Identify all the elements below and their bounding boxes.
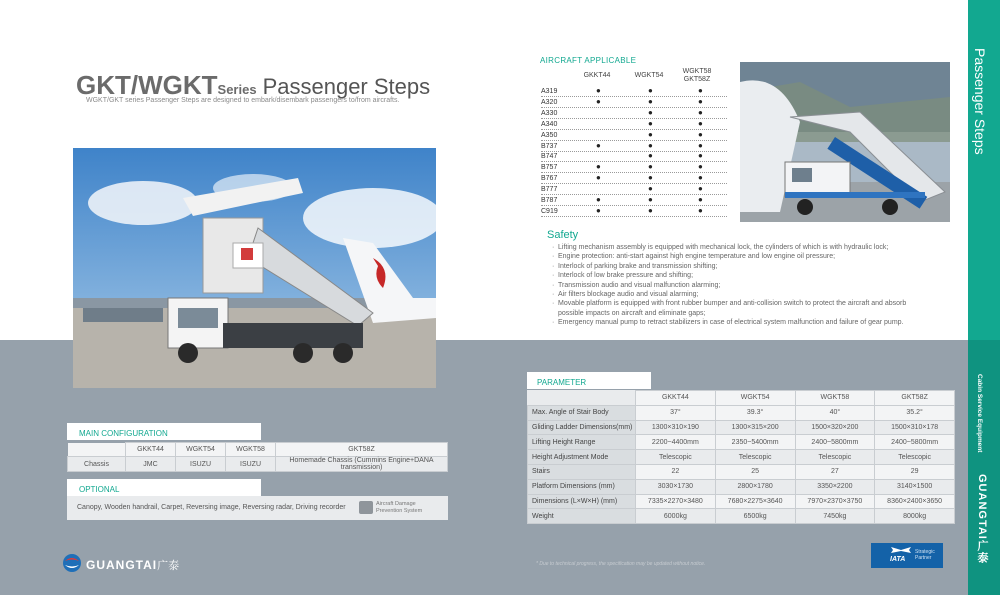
aircraft-name: B737 [541, 142, 558, 150]
aircraft-row [541, 206, 727, 217]
row-label: Dimensions (L×W×H) (mm) [528, 494, 636, 509]
main-config-title: MAIN CONFIGURATION [67, 423, 261, 440]
applicable-dot-icon: ● [596, 140, 601, 150]
iata-strategic [915, 549, 935, 561]
list-item: · Interlock of parking brake and transmission shifting; [552, 262, 932, 271]
applicable-dot-icon: ● [648, 96, 653, 106]
aircraft-row [541, 162, 727, 173]
table-cell: ISUZU [226, 457, 276, 472]
aircraft-row [541, 173, 727, 184]
parameter-table [527, 390, 955, 524]
aircraft-row [541, 97, 727, 108]
row-label: Chassis [68, 457, 126, 472]
applicable-dot-icon: ● [698, 162, 703, 172]
table-cell: 39.3° [715, 405, 795, 420]
table-header: WGKT54 [715, 391, 795, 406]
aircraft-row [541, 151, 727, 162]
applicable-dot-icon: ● [648, 86, 653, 95]
table-cell: 25 [715, 464, 795, 479]
aircraft-name: C919 [541, 207, 558, 215]
aircraft-name: B787 [541, 197, 558, 204]
applicable-dot-icon: ● [698, 184, 703, 194]
table-header-row [528, 391, 955, 406]
table-cell: 1300×310×190 [636, 420, 716, 435]
table-row [528, 494, 955, 509]
applicable-dot-icon: ● [698, 118, 703, 128]
aircraft-name: B767 [541, 175, 558, 183]
aircraft-row [541, 130, 727, 141]
table-cell: 3030×1730 [636, 479, 716, 494]
applicable-dot-icon: ● [698, 107, 703, 117]
table-cell: Telescopic [795, 450, 875, 465]
main-config-table [67, 442, 448, 472]
applicable-dot-icon: ● [596, 86, 601, 95]
table-cell: 7450kg [795, 509, 875, 524]
aircraft-col-3: WGKT58 GKT58Z [682, 68, 712, 83]
table-cell: 29 [875, 464, 955, 479]
table-cell: 3140×1500 [875, 479, 955, 494]
aircraft-row [541, 108, 727, 119]
list-item: · Interlock of low brake pressure and shifting; [552, 271, 932, 280]
aircraft-col-1: GKKT44 [583, 72, 611, 79]
guangtai-logo [62, 553, 180, 573]
badge-line-2: Prevention System [376, 507, 423, 514]
list-item: · Engine protection: anti-start against high engine temperature and low engine oil pressure; [552, 252, 932, 261]
table-cell: 8000kg [875, 509, 955, 524]
table-cell: Homemade Chassis (Cummins Engine+DANA transmission) [276, 457, 448, 472]
table-cell: 6000kg [636, 509, 716, 524]
applicable-dot-icon: ● [648, 140, 653, 150]
table-row [528, 435, 955, 450]
applicable-dot-icon: ● [698, 96, 703, 106]
table-cell: 1500×310×178 [875, 420, 955, 435]
aircraft-name: B747 [541, 153, 558, 161]
applicable-dot-icon: ● [698, 205, 703, 215]
page-subtitle: WGKT/GKT series Passenger Steps are designed to embark/disembark passengers to/from aircrafts. [86, 97, 400, 104]
table-header: WGKT58 [226, 443, 276, 457]
damage-prevention-icon [359, 501, 373, 514]
table-cell: 37° [636, 405, 716, 420]
row-label: Height Adjustment Mode [528, 450, 636, 465]
table-header-row [68, 443, 448, 457]
iata-wings-icon [889, 546, 913, 555]
applicable-dot-icon: ● [648, 184, 653, 194]
table-row [528, 420, 955, 435]
iata-partner-line: Partner [915, 555, 932, 561]
aircraft-name: A340 [541, 120, 558, 128]
applicable-dot-icon: ● [596, 205, 601, 215]
applicable-dot-icon: ● [596, 195, 601, 204]
list-item: · Transmission audio and visual malfunction alarming; [552, 281, 932, 290]
aircraft-row [541, 195, 727, 206]
table-row [528, 509, 955, 524]
aircraft-name: B777 [541, 186, 558, 194]
table-row [528, 464, 955, 479]
row-label: Max. Angle of Stair Body [528, 405, 636, 420]
applicable-dot-icon: ● [648, 107, 653, 117]
row-label: Stairs [528, 464, 636, 479]
aircraft-col-2: WGKT54 [634, 72, 664, 79]
table-cell: Telescopic [875, 450, 955, 465]
list-item: · Air filters blockage audio and visual alarming; [552, 290, 932, 299]
aircraft-name: B757 [541, 164, 558, 172]
table-cell: 6500kg [715, 509, 795, 524]
list-item: · Emergency manual pump to retract stabilizers in case of electrical system malfunction and failure of gear pump. [552, 318, 932, 327]
table-header: GKT58Z [276, 443, 448, 457]
table-row [528, 479, 955, 494]
badge-line-1: Aircraft Damage [376, 501, 416, 507]
iata-badge [871, 543, 943, 568]
table-header: WGKT54 [176, 443, 226, 457]
logo-text: GUANGTAI [86, 558, 158, 572]
applicable-dot-icon: ● [596, 96, 601, 106]
table-cell: 40° [795, 405, 875, 420]
table-header: GKT58Z [875, 391, 955, 406]
applicable-dot-icon: ● [596, 173, 601, 183]
aircraft-row [541, 141, 727, 152]
aircraft-name: A319 [541, 88, 558, 95]
main-photo [73, 148, 436, 388]
optional-title: OPTIONAL [67, 479, 261, 496]
applicable-dot-icon: ● [698, 151, 703, 161]
table-cell: 8360×2400×3650 [875, 494, 955, 509]
table-cell: 7970×2370×3750 [795, 494, 875, 509]
aircraft-name: A330 [541, 109, 558, 117]
aircraft-row [541, 184, 727, 195]
table-cell: 1300×315×200 [715, 420, 795, 435]
iata-label: IATA [890, 556, 906, 563]
row-label: Weight [528, 509, 636, 524]
table-cell: 27 [795, 464, 875, 479]
table-cell: Telescopic [636, 450, 716, 465]
list-item: · Lifting mechanism assembly is equipped with mechanical lock, the cylinders of which is with hydraulic lock; [552, 243, 932, 252]
table-cell: 2350~5400mm [715, 435, 795, 450]
applicable-dot-icon: ● [648, 195, 653, 204]
table-cell: 2200~4400mm [636, 435, 716, 450]
title-brand: GKT/WGKT [76, 70, 218, 100]
safety-list [552, 243, 932, 328]
table-cell: 7680×2275×3640 [715, 494, 795, 509]
aircraft-row [541, 119, 727, 130]
applicable-dot-icon: ● [648, 129, 653, 139]
title-rest: Passenger Steps [262, 74, 431, 99]
table-cell: 2800×1780 [715, 479, 795, 494]
table-cell: JMC [126, 457, 176, 472]
table-header: WGKT58 [795, 391, 875, 406]
side-photo [740, 62, 950, 222]
side-brand: GUANGTAI广泰 [976, 474, 988, 564]
table-row [528, 405, 955, 420]
table-corner [68, 443, 126, 457]
table-cell: 1500×320×200 [795, 420, 875, 435]
table-cell: 22 [636, 464, 716, 479]
table-row [68, 457, 448, 472]
row-label: Gliding Ladder Dimensions(mm) [528, 420, 636, 435]
side-title: Passenger Steps [972, 48, 988, 155]
table-cell: ISUZU [176, 457, 226, 472]
side-category: Cabin Service Equipment [976, 374, 983, 453]
iata-strategic-line: Strategic [915, 549, 935, 555]
applicable-dot-icon: ● [698, 129, 703, 139]
table-cell: Telescopic [715, 450, 795, 465]
row-label: Lifting Height Range [528, 435, 636, 450]
safety-title: Safety [547, 229, 579, 241]
aircraft-title: AIRCRAFT APPLICABLE [540, 56, 637, 65]
table-cell: 35.2° [875, 405, 955, 420]
aircraft-name: A320 [541, 98, 558, 106]
table-cell: 2400~5800mm [795, 435, 875, 450]
optional-text: Canopy, Wooden handrail, Carpet, Reversing image, Reversing radar, Driving recorder [77, 504, 346, 511]
applicable-dot-icon: ● [648, 173, 653, 183]
list-item: · Movable platform is equipped with front rubber bumper and anti-collision switch to protect the aircraft and absorb possible impacts on aircraft and eliminate gaps; [552, 299, 932, 318]
applicable-dot-icon: ● [698, 140, 703, 150]
table-cell: 2400~5800mm [875, 435, 955, 450]
aircraft-row [541, 86, 727, 97]
applicable-dot-icon: ● [648, 205, 653, 215]
logo-mark-icon [62, 553, 82, 573]
aircraft-name: A350 [541, 131, 558, 139]
table-row [528, 450, 955, 465]
applicable-dot-icon: ● [698, 195, 703, 204]
applicable-dot-icon: ● [698, 173, 703, 183]
applicable-dot-icon: ● [648, 118, 653, 128]
table-cell: 7335×2270×3480 [636, 494, 716, 509]
footnote: * Due to technical progress, the specification may be updated without notice. [536, 561, 706, 567]
table-header: GKKT44 [636, 391, 716, 406]
table-cell: 3350×2200 [795, 479, 875, 494]
damage-prevention-label [376, 501, 422, 514]
applicable-dot-icon: ● [648, 151, 653, 161]
optional-box [67, 496, 448, 520]
applicable-dot-icon: ● [698, 86, 703, 95]
applicable-dot-icon: ● [596, 162, 601, 172]
table-header: GKKT44 [126, 443, 176, 457]
parameter-title: PARAMETER [527, 372, 651, 389]
applicable-dot-icon: ● [648, 162, 653, 172]
table-corner [528, 391, 636, 406]
title-series: Series [217, 82, 257, 97]
row-label: Platform Dimensions (mm) [528, 479, 636, 494]
logo-cn: 广泰 [157, 560, 180, 572]
